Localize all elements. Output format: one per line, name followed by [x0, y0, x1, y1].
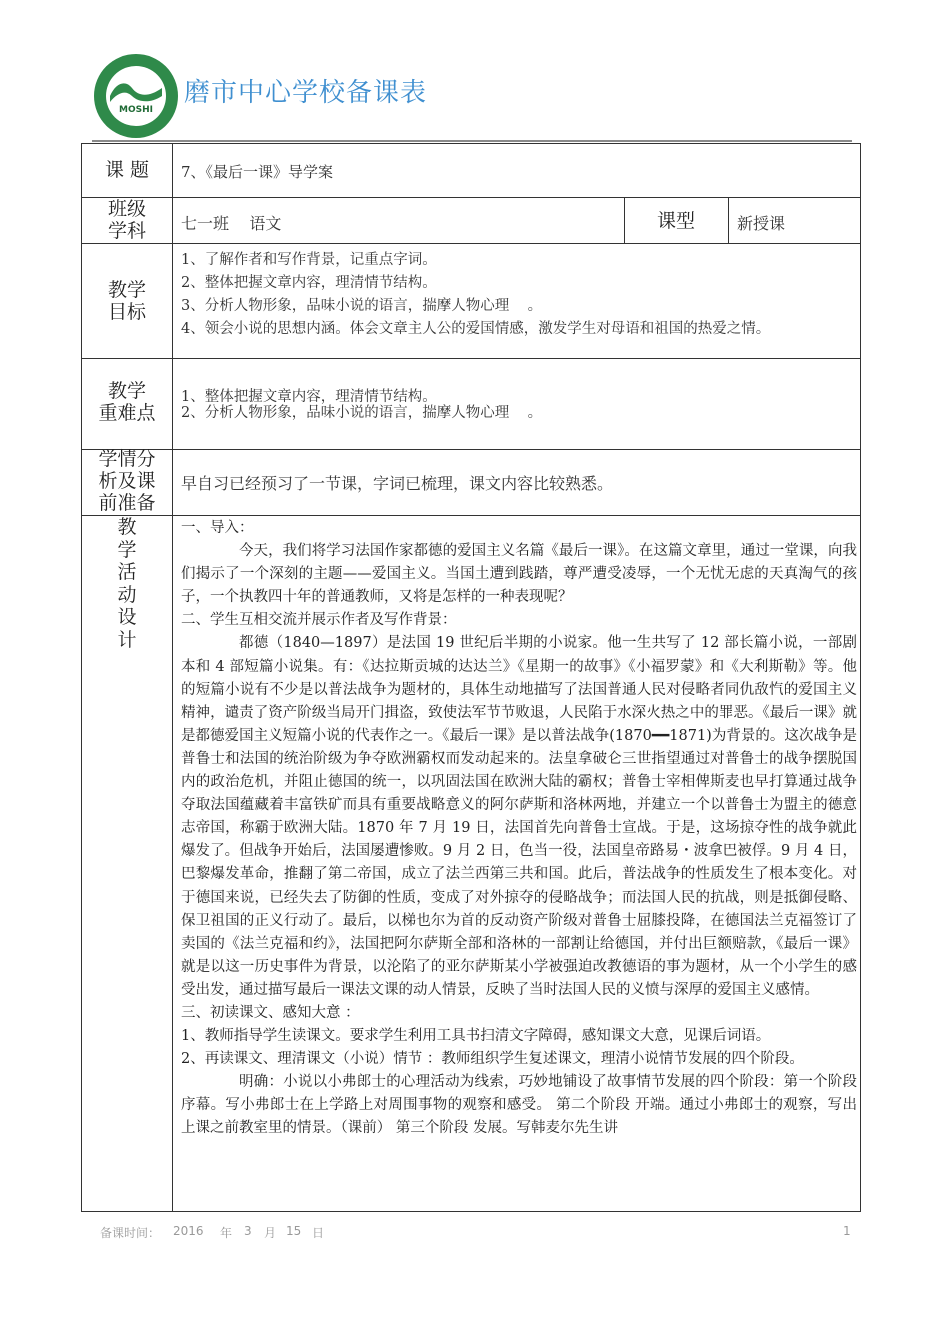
row-divider [82, 197, 861, 198]
lesson-plan-table [81, 143, 861, 1212]
school-logo [92, 52, 180, 140]
lesson-type-value: 新授课 [737, 214, 786, 233]
row-divider [82, 515, 861, 516]
class-subject-label [82, 198, 172, 242]
prep-label [82, 448, 172, 514]
difficulty-item: 2、分析人物形象，品味小说的语言，揣摩人物心理 。 [181, 405, 543, 421]
difficulty-label-line: 教学 [107, 380, 146, 402]
lesson-type-label: 课型 [656, 210, 695, 232]
design-label-char: 教 [117, 516, 137, 538]
section-heading: 一、导入： [181, 520, 254, 536]
goal-item: 4、领会小说的思想内涵。体会文章主人公的爱国情感，激发学生对母语和祖国的热爱之情。 [181, 321, 771, 337]
activity-design-content [181, 517, 857, 1141]
section-heading: 三、初读课文、感知大意 ： [181, 1004, 360, 1021]
prep-label-line: 析及课 [98, 470, 156, 492]
section-paragraph: 明确：小说以小弗郎士的心理活动为线索，巧妙地铺设了故事情节发展的四个阶段：第一个阶段 序幕。写小弗郎士在上学路上对周围事物的观察和感受。 第二个阶段 开端。通过小弗郎士的观察，写出上课之前教室里的情景。（课前） 第三个阶段 发展。写韩麦尔先生讲 [181, 1074, 857, 1137]
footer-year-unit: 年 [220, 1226, 233, 1240]
section-paragraph: 都德（1840—1897）是法国 19 世纪后半期的小说家。他一生共写了 12 部长篇小说，一部剧本和 4 部短篇小说集。有：《达拉斯贡城的达达兰》《星期一的故事》《小福罗蒙》和《大利斯勒》等。他的短篇小说有不少是以普法战争为题材的，具体生动地描写了法国普通人民对侵略者同仇敌忾的爱国主义精神，谴责了资产阶级当局开门揖盗，致使法军节节败退，人民陷于水深火热之中的罪恶。《最后一课》就是都德爱国主义短篇小说的代表作之一。《最后一课》是以普法战争(1870━━1871)为背景的。这次战争是普鲁士和法国的统治阶级为争夺欧洲霸权而发动起来的。法皇拿破仑三世指望通过对普鲁士的战争摆脱国内的政治危机，并阻止德国的统一，以巩固法国在欧洲大陆的霸权；普鲁士宰相俾斯麦也早打算通过战争夺取法国蕴藏着丰富铁矿而具有重要战略意义的阿尔萨斯和洛林两地，并建立一个以普鲁士为盟主的德意志帝国，称霸于欧洲大陆。1870 年 7 月 19 日，法国首先向普鲁士宣战。于是，这场掠夺性的战争就此爆发了。但战争开始后，法国屡遭惨败。9 月 2 日，色当一役，法国皇帝路易・波拿巴被俘。9 月 4 日，巴黎爆发革命，推翻了第二帝国，成立了法兰西第三共和国。此后，普法战争的性质发生了根本变化。对于德国来说，已经失去了防御的性质，变成了对外掠夺的侵略战争；而法国人民的抗战，则是抵御侵略、保卫祖国的正义行动了。最后，以梯也尔为首的反动资产阶级对普鲁士屈膝投降，在德国法兰克福签订了卖国的《法兰克福和约》，法国把阿尔萨斯全部和洛林的一部割让给德国，并付出巨额赔款，《最后一课》就是以这一历史事件为背景，以沦陷了的亚尔萨斯某小学被强迫改教德语的事为题材，从一个小学生的感受出发，通过描写最后一课法文课的动人情景，反映了当时法国人民的义愤与深厚的爱国主义感情。 [181, 635, 857, 998]
prep-label-line: 前准备 [98, 492, 156, 514]
row-divider [82, 358, 861, 359]
school-title: 磨市中心学校备课表 [184, 78, 428, 108]
section-heading: 二、学生互相交流并展示作者及写作背景： [181, 612, 457, 629]
design-label-char: 学 [117, 538, 137, 561]
row-divider [82, 243, 861, 244]
section-paragraph: 今天，我们将学习法国作家都德的爱国主义名篇《最后一课》。在这篇文章里，通过一堂课，向我们揭示了一个深刻的主题——爱国主义。当国土遭到践踏，尊严遭受凌辱，一个无忧无虑的天真淘气的孩子，一个执教四十年的普通教师，又将是怎样的一种表现呢？ [181, 543, 857, 606]
footer-date-label: 备课时间： [100, 1226, 161, 1240]
design-label-char: 设 [117, 606, 137, 628]
design-label [102, 516, 152, 651]
goals-list [181, 249, 857, 341]
svg-text:MOSHI: MOSHI [119, 105, 153, 115]
header-divider [92, 140, 852, 142]
goal-item: 1、了解作者和写作背景，记重点字词。 [181, 252, 437, 268]
page-number: 1 [843, 1224, 851, 1238]
goal-item: 3、分析人物形象，品味小说的语言，揣摩人物心理 。 [181, 298, 543, 314]
footer-year: 2016 [173, 1224, 204, 1238]
footer-month: 3 [244, 1224, 252, 1238]
goal-item: 2、整体把握文章内容，理清情节结构。 [181, 275, 437, 291]
design-label-char: 活 [117, 561, 137, 583]
column-divider [728, 197, 729, 243]
subject-label: 学科 [107, 220, 146, 242]
prep-label-line: 学情分 [98, 448, 156, 470]
design-label-char: 动 [117, 583, 137, 606]
design-label-char: 计 [117, 628, 137, 651]
footer-month-unit: 月 [264, 1226, 277, 1240]
goals-label-line: 教学 [107, 279, 146, 301]
goals-label-line: 目标 [107, 301, 146, 323]
class-label: 班级 [107, 198, 146, 220]
difficulty-item: 1、整体把握文章内容，理清情节结构。 [181, 389, 437, 405]
topic-label: 课 题 [104, 159, 150, 181]
goals-label [82, 279, 172, 323]
class-subject-value: 七一班 语文 [181, 214, 282, 233]
footer-day: 15 [286, 1224, 302, 1238]
footer-day-unit: 日 [312, 1226, 325, 1240]
difficulty-list [181, 389, 857, 421]
row-divider [82, 449, 861, 450]
column-divider [172, 144, 173, 1212]
difficulty-label-line: 重难点 [98, 402, 156, 424]
section-item: 2、再读课文、理清课文（小说）情节 ：教师组织学生复述课文，理清小说情节发展的四个阶段。 [181, 1051, 804, 1068]
difficulty-label [82, 380, 172, 424]
prep-value: 早自习已经预习了一节课，字词已梳理，课文内容比较熟悉。 [181, 474, 614, 493]
topic-value: 7、《最后一课》导学案 [181, 163, 334, 181]
section-item: 1、教师指导学生读课文。要求学生利用工具书扫清文字障碍，感知课文大意，见课后词语。 [181, 1028, 771, 1045]
